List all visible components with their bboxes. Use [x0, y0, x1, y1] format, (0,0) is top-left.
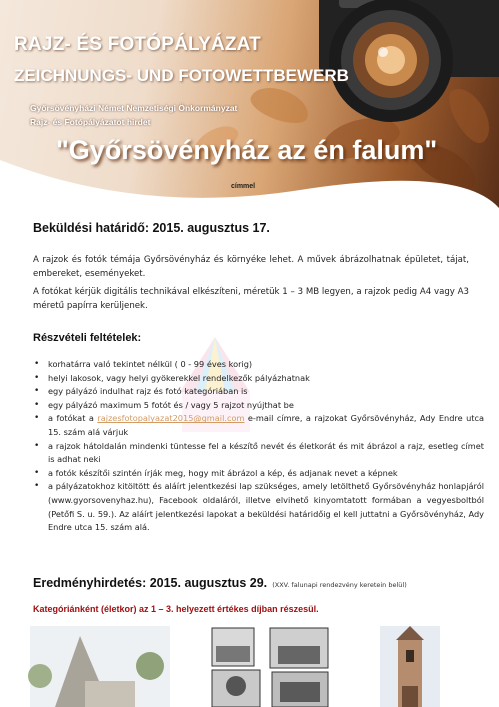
email-prefix: a fotókat a — [48, 413, 94, 424]
header-banner — [0, 0, 499, 208]
village-photos — [0, 626, 499, 707]
deadline: Beküldési határidő: 2015. augusztus 17. — [33, 221, 270, 235]
prize-text: Kategóriánként (életkor) az 1 – 3. helyezett értékes díjban részesül. — [33, 604, 319, 614]
list-item: • egy pályázó indulhat rajz és fotó kategóriában is — [48, 385, 484, 399]
list-item: • a pályázatokhoz kitöltött és aláírt jelentkezési lap szükséges, amely letölthető Győrsövényház honlapjáról (www.gyorsovenyhaz.hu), Facebook oldaláról, illetve elvihető kinyomtatott formában a vegyesboltból (Petőfi S. u. 59.). Az aláírt jelentkezési lapokat a beküldési határidőig el kell juttatni a Győrsövényház, Ady Endre utca 15. szám alá. — [48, 480, 484, 534]
results-label: Eredményhirdetés: 2015. augusztus 29. — [33, 576, 268, 590]
list-item: • egy pályázó maximum 5 fotót és / vagy 5 rajzot nyújthat be — [48, 399, 484, 413]
organizer-text — [30, 101, 237, 129]
list-item: • helyi lakosok, vagy helyi gyökerekkel rendelkezők pályázhatnak — [48, 372, 484, 386]
title-hungarian: RAJZ- ÉS FOTÓPÁLYÁZAT — [14, 34, 261, 55]
email-link[interactable]: rajzesfotopalyazat2015@gmail.com — [97, 413, 245, 424]
list-item: • a fotók készítői szintén írják meg, hogy mit ábrázol a kép, és adjanak nevet a képnek — [48, 467, 484, 481]
conditions-list — [33, 358, 484, 535]
title-german: ZEICHNUNGS- UND FOTOWETTBEWERB — [14, 66, 349, 85]
old-photos-collage — [212, 628, 328, 707]
church-photo — [380, 626, 440, 707]
list-item: • a rajzok hátoldalán mindenki tüntesse fel a készítő nevét és életkorát és mit ábrázol a rajz, esetleg címet is adhat neki — [48, 440, 484, 467]
intro-paragraph-2: A fotókat kérjük digitális technikával elkészíteni, méretük 1 – 3 MB legyen, a rajzok pedig A4 vagy A3 méretű papírra kerüljenek. — [33, 287, 469, 311]
organizer-line1: Győrsövényházi Német Nemzetiségi Önkormányzat — [30, 103, 238, 113]
cimmel-label: címmel — [231, 183, 256, 190]
monument-photo — [28, 626, 170, 707]
list-item-email — [48, 412, 484, 439]
slogan: "Győrsövényház az én falum" — [56, 135, 438, 165]
list-item: • korhatárra való tekintet nélkül ( 0 - 99 éves korig) — [48, 358, 484, 372]
email-suffix: e-mail címre, a rajzokat Győrsövényház, Ady Endre utca 15. szám alá várjuk — [48, 413, 484, 437]
results-line — [33, 572, 407, 591]
conditions-heading: Részvételi feltételek: — [33, 332, 142, 344]
organizer-line2: Rajz- és Fotópályázatot hirdet — [30, 117, 151, 127]
results-note: (XXV. falunapi rendezvény keretein belül) — [272, 581, 407, 589]
intro-paragraph-1: A rajzok és fotók témája Győrsövényház és környéke lehet. A művek ábrázolhatnak épületet, tájat, embereket, eseményeket. — [33, 255, 469, 279]
